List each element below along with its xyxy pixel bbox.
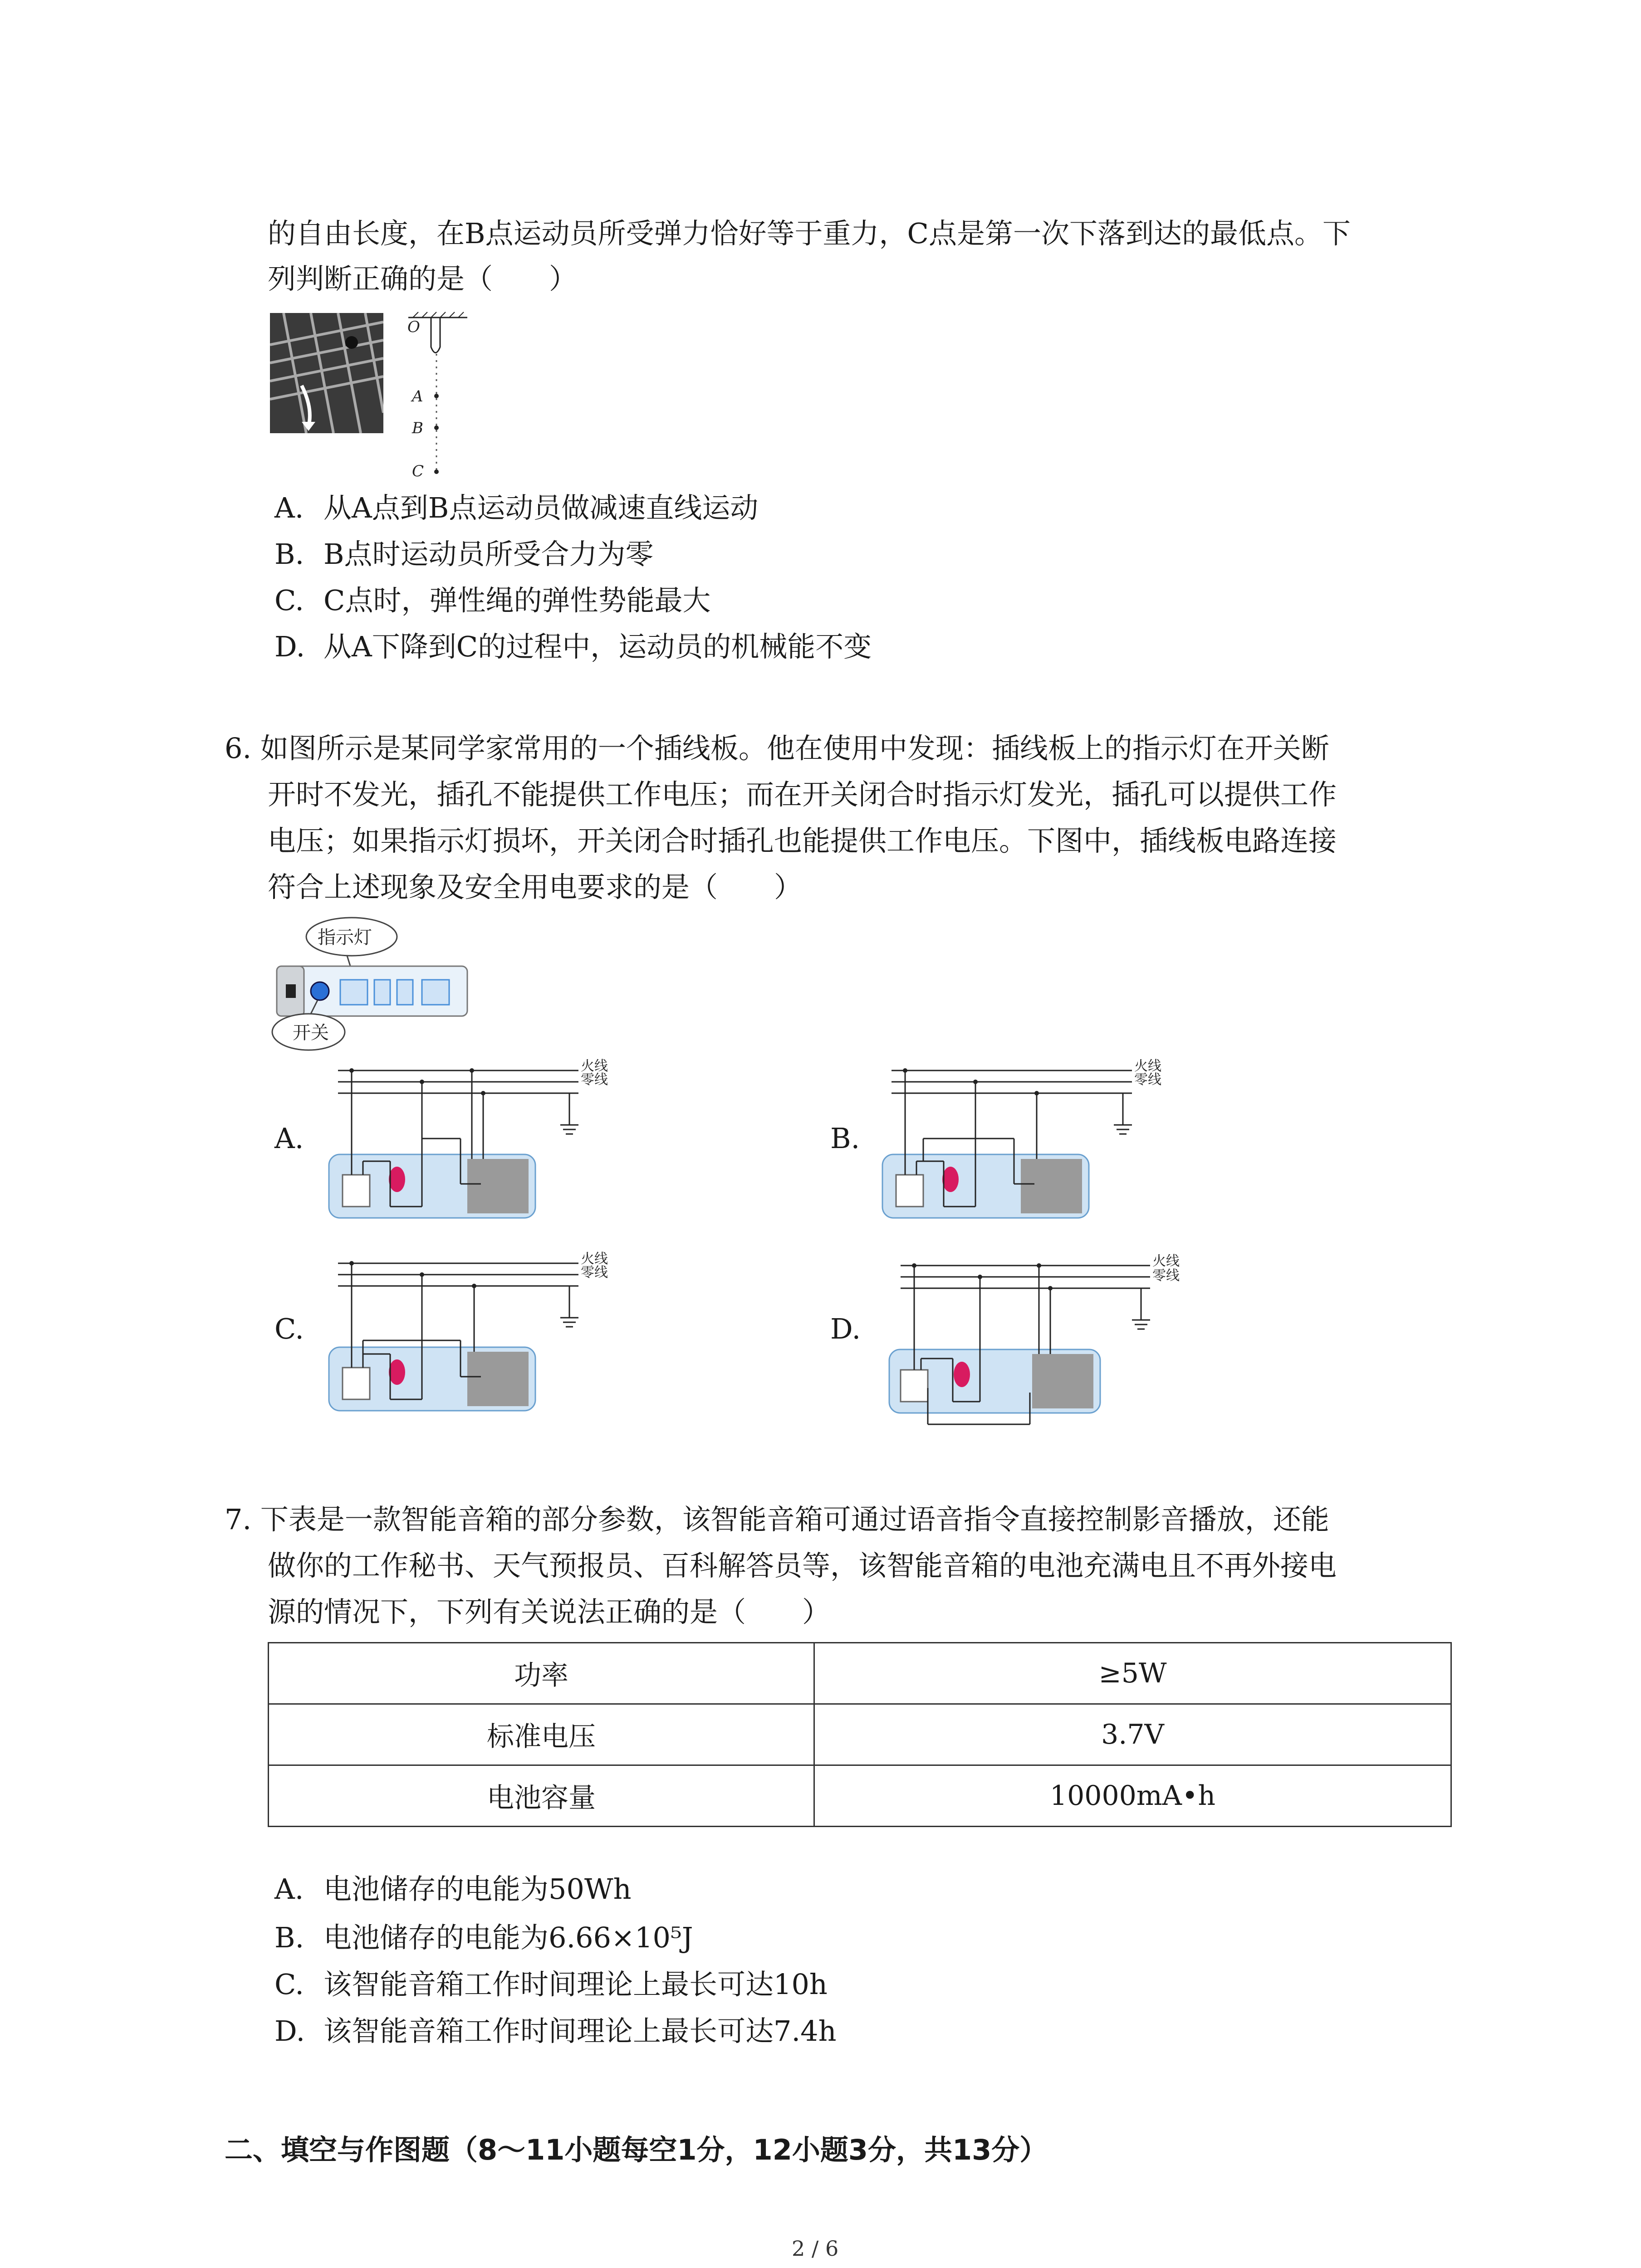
table-cell-value: ≥5W [814,1643,1451,1704]
option-letter: A. [274,1872,304,1906]
neutral-wire-label: 零线 [1152,1268,1180,1284]
label-a: A [412,387,423,406]
option-text: 该智能音箱工作时间理论上最长可达7.4h [323,2014,837,2048]
option-letter: C. [274,584,304,617]
q6-line-3: 电压；如果指示灯损坏，开关闭合时插孔也能提供工作电压。下图中，插线板电路连接 [268,824,1337,857]
q5-option-a [274,485,758,531]
table-row [269,1704,1451,1765]
q7-line-1: 7. 下表是一款智能音箱的部分参数，该智能音箱可通过语音指令直接控制影音播放，还能 [225,1503,1329,1536]
q5-text-line-1: 的自由长度，在B点运动员所受弹力恰好等于重力，C点是第一次下落到达的最低点。下 [268,217,1351,250]
q7-line-3: 源的情况下，下列有关说法正确的是（ ） [268,1595,831,1628]
table-row [269,1765,1451,1827]
circuit-c-letter: C. [274,1312,304,1345]
option-letter: A. [274,491,304,524]
live-wire-label: 火线 [1134,1058,1161,1074]
option-letter: B. [274,1921,304,1954]
table-cell-key: 功率 [269,1643,814,1704]
option-text: 从A点到B点运动员做减速直线运动 [323,491,759,524]
circuit-a-letter: A. [274,1122,304,1155]
live-wire-label: 火线 [581,1058,608,1074]
option-text: 电池储存的电能为50Wh [323,1872,632,1906]
option-letter: D. [274,630,305,663]
q7-option-d [274,2009,837,2054]
indicator-light [311,982,329,1000]
q5-text-line-2: 列判断正确的是（ ） [268,262,578,295]
option-letter: B. [274,538,304,571]
live-wire-label: 火线 [1152,1253,1180,1269]
q7-option-c [274,1962,828,2007]
bungee-jump-photo [270,313,383,433]
q7-option-a [274,1867,632,1912]
q7-option-b [274,1915,693,1960]
live-wire-label: 火线 [581,1251,608,1267]
q5-option-b [274,532,654,577]
table-cell-key: 电池容量 [269,1765,814,1827]
circuit-d-letter: D. [830,1312,861,1345]
q5-option-c [274,578,710,623]
q5-option-d [274,624,872,670]
table-cell-value: 3.7V [814,1704,1451,1765]
q7-line-2: 做你的工作秘书、天气预报员、百科解答员等，该智能音箱的电池充满电且不再外接电 [268,1549,1337,1582]
label-b: B [412,419,423,437]
option-text: 该智能音箱工作时间理论上最长可达10h [323,1968,828,2001]
label-o: O [407,318,420,336]
table-row [269,1643,1451,1704]
option-letter: D. [274,2014,305,2048]
option-text: 从A下降到C的过程中，运动员的机械能不变 [323,630,872,663]
section-2-heading: 二、填空与作图题（8～11小题每空1分，12小题3分，共13分） [225,2133,1048,2166]
neutral-wire-label: 零线 [1134,1072,1161,1088]
speaker-params-table [268,1642,1452,1827]
circuit-b [878,1057,1168,1229]
option-text: C点时，弹性绳的弹性势能最大 [323,584,711,617]
circuit-d [878,1238,1195,1438]
neutral-wire-label: 零线 [581,1265,608,1281]
circuit-c [324,1250,615,1422]
power-strip-figure [268,912,476,1057]
q6-line-2: 开时不发光，插孔不能提供工作电压；而在开关闭合时指示灯发光，插孔可以提供工作 [268,778,1337,811]
q6-line-4: 符合上述现象及安全用电要求的是（ ） [268,870,803,904]
circuit-b-letter: B. [830,1122,860,1155]
option-text: B点时运动员所受合力为零 [323,538,654,571]
switch-callout-text: 开关 [293,1022,329,1043]
page-number: 2 / 6 [792,2236,839,2261]
indicator-callout-text: 指示灯 [318,927,372,948]
rope-diagram [399,308,490,481]
table-cell-key: 标准电压 [269,1704,814,1765]
q6-line-1: 6. 如图所示是某同学家常用的一个插线板。他在使用中发现：插线板上的指示灯在开关断 [225,732,1329,765]
option-letter: C. [274,1968,304,2001]
option-text: 电池储存的电能为6.66×10⁵J [323,1921,693,1954]
table-cell-value: 10000mA•h [814,1765,1451,1827]
circuit-a [324,1057,615,1229]
label-c: C [412,462,424,480]
neutral-wire-label: 零线 [581,1072,608,1088]
